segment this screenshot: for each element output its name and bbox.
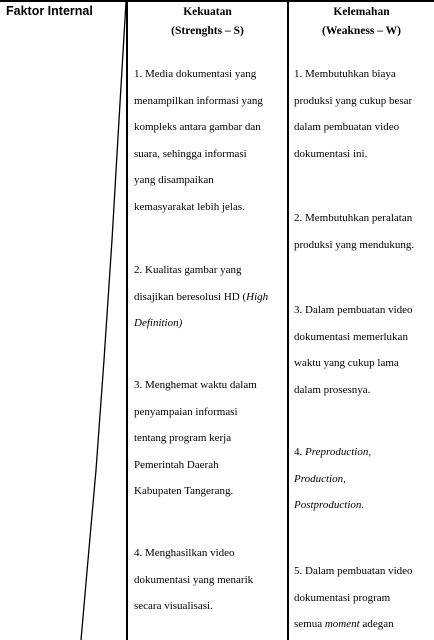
header-faktor-internal: Faktor Internal	[6, 4, 93, 18]
item-line: Media dokumentasi yang	[145, 68, 257, 80]
item-line: produksi yang cukup besar	[294, 94, 413, 107]
strength-item-3	[134, 372, 257, 505]
item-line: Membutuhkan biaya	[305, 68, 396, 80]
item-number: 4.	[134, 547, 143, 559]
item-line: Definition)	[134, 317, 183, 329]
weakness-item-2	[294, 205, 414, 258]
item-line: Postproduction.	[294, 499, 365, 511]
item-line: secara visualisasi.	[134, 600, 213, 612]
item-line: Membutuhkan peralatan	[305, 212, 413, 224]
item-line: dalam prosesnya.	[294, 383, 371, 396]
weakness-item-4	[294, 439, 371, 519]
item-number: 1.	[294, 68, 303, 80]
header-kelemahan-sub: (Weakness – W)	[321, 25, 402, 37]
strength-item-4	[134, 540, 253, 620]
item-line: Pemerintah Daerah	[134, 458, 219, 471]
header-kekuatan	[128, 3, 287, 41]
item-line: kompleks antara gambar dan	[134, 121, 261, 133]
item-line: disajikan beresolusi HD (High	[134, 290, 269, 303]
item-number: 5.	[294, 565, 303, 577]
item-line: waktu yang cukup lama	[294, 357, 399, 369]
item-line: yang disampaikan	[134, 174, 214, 186]
item-line: Preproduction,	[305, 446, 372, 458]
item-line: menampilkan informasi yang	[134, 94, 263, 107]
item-line: penyampaian informasi	[134, 405, 238, 418]
item-line: dokumentasi yang menarik	[134, 573, 254, 586]
item-line: Menghasilkan video	[145, 547, 235, 559]
item-line: Dalam pembuatan video	[305, 304, 413, 316]
weakness-item-3	[294, 297, 413, 403]
item-number: 3.	[134, 379, 143, 391]
weakness-item-1	[294, 61, 412, 167]
item-line: Production,	[294, 472, 346, 485]
header-kekuatan-sub: (Strenghts – S)	[171, 25, 244, 37]
strength-item-1	[134, 61, 263, 220]
item-line: Kabupaten Tangerang.	[134, 485, 234, 497]
item-line: tentang program kerja	[134, 432, 232, 444]
column-divider-right	[287, 0, 289, 640]
item-line: Kualitas gambar yang	[145, 264, 242, 276]
item-number: 2.	[294, 212, 303, 224]
item-line: suara, sehingga informasi	[134, 147, 247, 160]
strength-item-2	[134, 257, 268, 337]
weakness-item-5	[294, 558, 413, 638]
header-kelemahan	[289, 3, 434, 41]
item-line: kemasyarakat lebih jelas.	[134, 200, 245, 213]
item-number: 3.	[294, 304, 303, 316]
item-line: semua moment adegan	[294, 618, 394, 630]
item-line: dokumentasi program	[294, 591, 391, 604]
item-number: 2.	[134, 264, 143, 276]
item-number: 4.	[294, 446, 303, 458]
item-line: dalam pembuatan video	[294, 121, 400, 133]
item-number: 1.	[134, 68, 143, 80]
item-line: Dalam pembuatan video	[305, 565, 413, 577]
header-kekuatan-title: Kekuatan	[183, 6, 232, 18]
diagonal-line	[0, 0, 130, 640]
item-line: dokumentasi memerlukan	[294, 330, 408, 343]
item-line: Menghemat waktu dalam	[145, 379, 257, 391]
item-line: dokumentasi ini.	[294, 147, 368, 160]
header-kelemahan-title: Kelemahan	[333, 6, 390, 18]
item-line: produksi yang mendukung.	[294, 238, 415, 251]
